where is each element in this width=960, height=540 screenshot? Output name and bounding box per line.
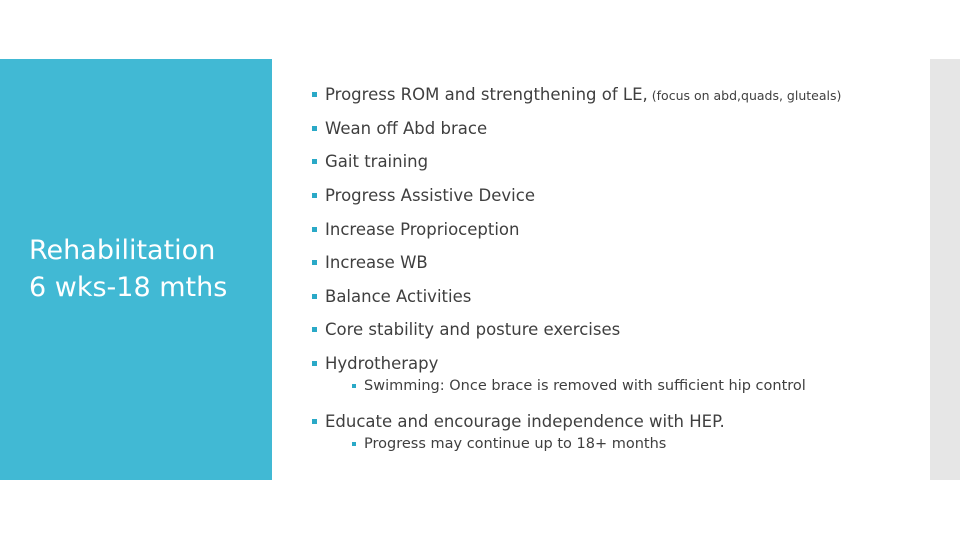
bullet-marker-icon xyxy=(312,193,317,198)
bullet-text: Increase Proprioception xyxy=(325,220,520,239)
bullet-item xyxy=(312,119,487,138)
bullet-text: Balance Activities xyxy=(325,287,472,306)
bullet-item xyxy=(312,253,428,272)
bullet-text: Wean off Abd brace xyxy=(325,119,488,138)
slide-title-line-2: 6 wks-18 mths xyxy=(29,272,228,303)
right-accent-bar xyxy=(930,59,960,480)
bullet-marker-icon xyxy=(312,126,317,131)
bullet-marker-icon xyxy=(352,384,356,388)
bullet-text: Core stability and posture exercises xyxy=(325,320,621,339)
bullet-text: Educate and encourage independence with HEP. xyxy=(325,412,725,431)
bullet-marker-icon xyxy=(312,294,317,299)
bullet-marker-icon xyxy=(312,260,317,265)
bullet-item xyxy=(312,85,841,104)
bullet-item xyxy=(312,287,471,306)
bullet-item xyxy=(312,320,620,339)
bullet-marker-icon xyxy=(352,442,356,446)
bullet-text: Increase WB xyxy=(325,253,428,272)
bullet-item xyxy=(312,152,428,171)
slide-title-line-1: Rehabilitation xyxy=(29,235,216,266)
bullet-marker-icon xyxy=(312,361,317,366)
sub-bullet-text: Progress may continue up to 18+ months xyxy=(364,436,667,452)
bullet-text: Hydrotherapy xyxy=(325,354,439,373)
bullet-text: Progress ROM and strengthening of LE, xyxy=(325,85,648,104)
bullet-item xyxy=(312,412,725,431)
bullet-marker-icon xyxy=(312,159,317,164)
sub-bullet-text: Swimming: Once brace is removed with sufficient hip control xyxy=(364,378,806,394)
sub-bullet-item xyxy=(352,436,666,452)
bullet-item xyxy=(312,220,520,239)
bullet-text: Gait training xyxy=(325,152,429,171)
bullet-item xyxy=(312,186,535,205)
bullet-note: (focus on abd,quads, gluteals) xyxy=(651,88,842,103)
bullet-marker-icon xyxy=(312,92,317,97)
bullet-marker-icon xyxy=(312,327,317,332)
bullet-item xyxy=(312,354,438,373)
slide-title xyxy=(29,232,269,306)
bullet-text: Progress Assistive Device xyxy=(325,186,535,205)
bullet-marker-icon xyxy=(312,419,317,424)
sub-bullet-item xyxy=(352,378,806,394)
bullet-marker-icon xyxy=(312,227,317,232)
